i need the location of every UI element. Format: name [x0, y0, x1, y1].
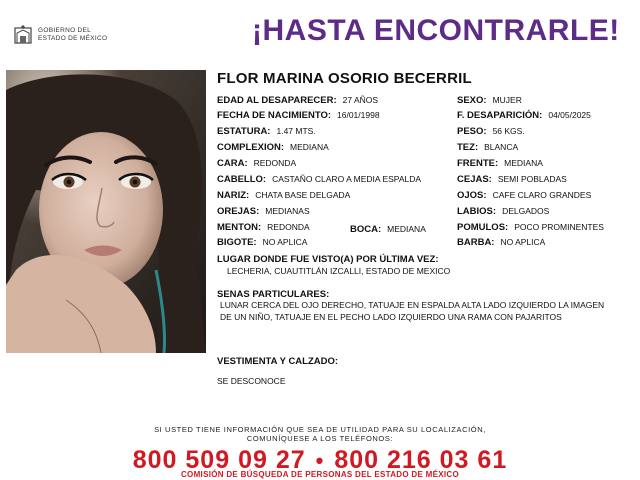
- field-cejas: [457, 174, 567, 185]
- field-nacimiento: [217, 110, 380, 121]
- field-frente: [457, 158, 543, 169]
- field-label: LABIOS:: [457, 206, 497, 217]
- field-menton: [217, 222, 310, 233]
- field-label: CARA:: [217, 158, 248, 169]
- field-label: POMULOS:: [457, 222, 509, 233]
- field-value: 16/01/1998: [337, 110, 380, 120]
- field-complexion: [217, 142, 329, 153]
- last-seen-label: LUGAR DONDE FUE VISTO(A) POR ÚLTIMA VEZ:: [217, 254, 439, 265]
- field-label: EDAD AL DESAPARECER:: [217, 95, 337, 106]
- field-value: 1.47 MTS.: [276, 126, 316, 136]
- field-label: MENTON:: [217, 222, 262, 233]
- field-labios: [457, 206, 549, 217]
- field-value: 56 KGS.: [492, 126, 525, 136]
- info-line2: COMUNÍQUESE A LOS TELÉFONOS:: [246, 434, 394, 443]
- headline: ¡HASTA ENCONTRARLE!: [252, 14, 620, 47]
- field-value: MEDIANAS: [265, 206, 310, 216]
- missing-person-photo: [6, 70, 206, 353]
- field-value: SEMI POBLADAS: [497, 174, 567, 184]
- field-label: BARBA:: [457, 237, 495, 248]
- field-sexo: [457, 95, 522, 106]
- field-value: CAFE CLARO GRANDES: [492, 190, 592, 200]
- government-logo: [12, 24, 112, 46]
- field-label: ESTATURA:: [217, 126, 271, 137]
- phone-number-1[interactable]: 800 509 09 27: [132, 446, 306, 474]
- field-value: REDONDA: [267, 222, 310, 232]
- field-value: MEDIANA: [290, 142, 329, 152]
- field-tez: [457, 142, 518, 153]
- marks-label: SENAS PARTICULARES:: [217, 289, 330, 300]
- field-ojos: [457, 190, 591, 201]
- field-label: NARIZ:: [217, 190, 250, 201]
- field-cabello: [217, 174, 421, 185]
- field-value: NO APLICA: [262, 237, 308, 247]
- field-value: CASTAÑO CLARO A MEDIA ESPALDA: [272, 174, 422, 184]
- field-value: REDONDA: [253, 158, 297, 168]
- field-label: CEJAS:: [457, 174, 492, 185]
- coat-of-arms-icon: [12, 24, 34, 46]
- person-name: FLOR MARINA OSORIO BECERRIL: [217, 70, 472, 87]
- portrait-image: [6, 70, 206, 353]
- field-bigote: [217, 237, 307, 248]
- field-orejas: [217, 206, 310, 217]
- marks-value: LUNAR CERCA DEL OJO DERECHO, TATUAJE EN ESPALDA ALTA LADO IZQUIERDO LA IMAGEN DE UN NIÑO, TATUAJE EN EL PECHO LADO IZQUIERDO UNA RAMA CON PAJARITOS: [220, 300, 605, 322]
- field-label: BIGOTE:: [217, 237, 257, 248]
- field-value: DELGADOS: [502, 206, 550, 216]
- logo-text-line1: GOBIERNO DEL: [38, 27, 92, 34]
- field-label: OREJAS:: [217, 206, 260, 217]
- field-value: NO APLICA: [500, 237, 546, 247]
- field-boca: [350, 224, 426, 235]
- field-label: COMPLEXION:: [217, 142, 285, 153]
- field-value: MEDIANA: [504, 158, 543, 168]
- field-estatura: [217, 126, 316, 137]
- commission-name: COMISIÓN DE BÚSQUEDA DE PERSONAS DEL ESTADO DE MÉXICO: [180, 470, 459, 479]
- info-line1: SI USTED TIENE INFORMACIÓN QUE SEA DE UTILIDAD PARA SU LOCALIZACIÓN,: [154, 425, 486, 434]
- field-label: TEZ:: [457, 142, 479, 153]
- field-value: MEDIANA: [387, 224, 426, 234]
- field-nariz: [217, 190, 350, 201]
- field-value: CHATA BASE DELGADA: [255, 190, 351, 200]
- field-label: SEXO:: [457, 95, 487, 106]
- phone-number-2[interactable]: 800 216 03 61: [334, 446, 508, 474]
- field-cara: [217, 158, 296, 169]
- field-label: PESO:: [457, 126, 487, 137]
- field-peso: [457, 126, 525, 137]
- field-label: FECHA DE NACIMIENTO:: [217, 110, 331, 121]
- field-value: POCO PROMINENTES: [514, 222, 604, 232]
- field-desaparicion: [457, 110, 591, 121]
- field-label: FRENTE:: [457, 158, 499, 169]
- field-barba: [457, 237, 545, 248]
- field-value: 27 AÑOS: [342, 95, 379, 105]
- clothing-label: VESTIMENTA Y CALZADO:: [217, 356, 339, 367]
- separator-dot-icon: •: [315, 448, 325, 473]
- field-value: 04/05/2025: [548, 110, 591, 120]
- field-label: CABELLO:: [217, 174, 267, 185]
- field-pomulos: [457, 222, 604, 233]
- field-label: BOCA:: [350, 224, 382, 235]
- clothing-value: SE DESCONOCE: [217, 376, 286, 386]
- last-seen-value: LECHERIA, CUAUTITLÁN IZCALLI, ESTADO DE MEXICO: [227, 266, 451, 276]
- field-label: F. DESAPARICIÓN:: [457, 110, 543, 121]
- field-value: MUJER: [492, 95, 522, 105]
- logo-text-line2: ESTADO DE MÉXICO: [38, 35, 108, 42]
- field-value: BLANCA: [484, 142, 519, 152]
- field-edad: [217, 95, 378, 106]
- field-label: OJOS:: [457, 190, 487, 201]
